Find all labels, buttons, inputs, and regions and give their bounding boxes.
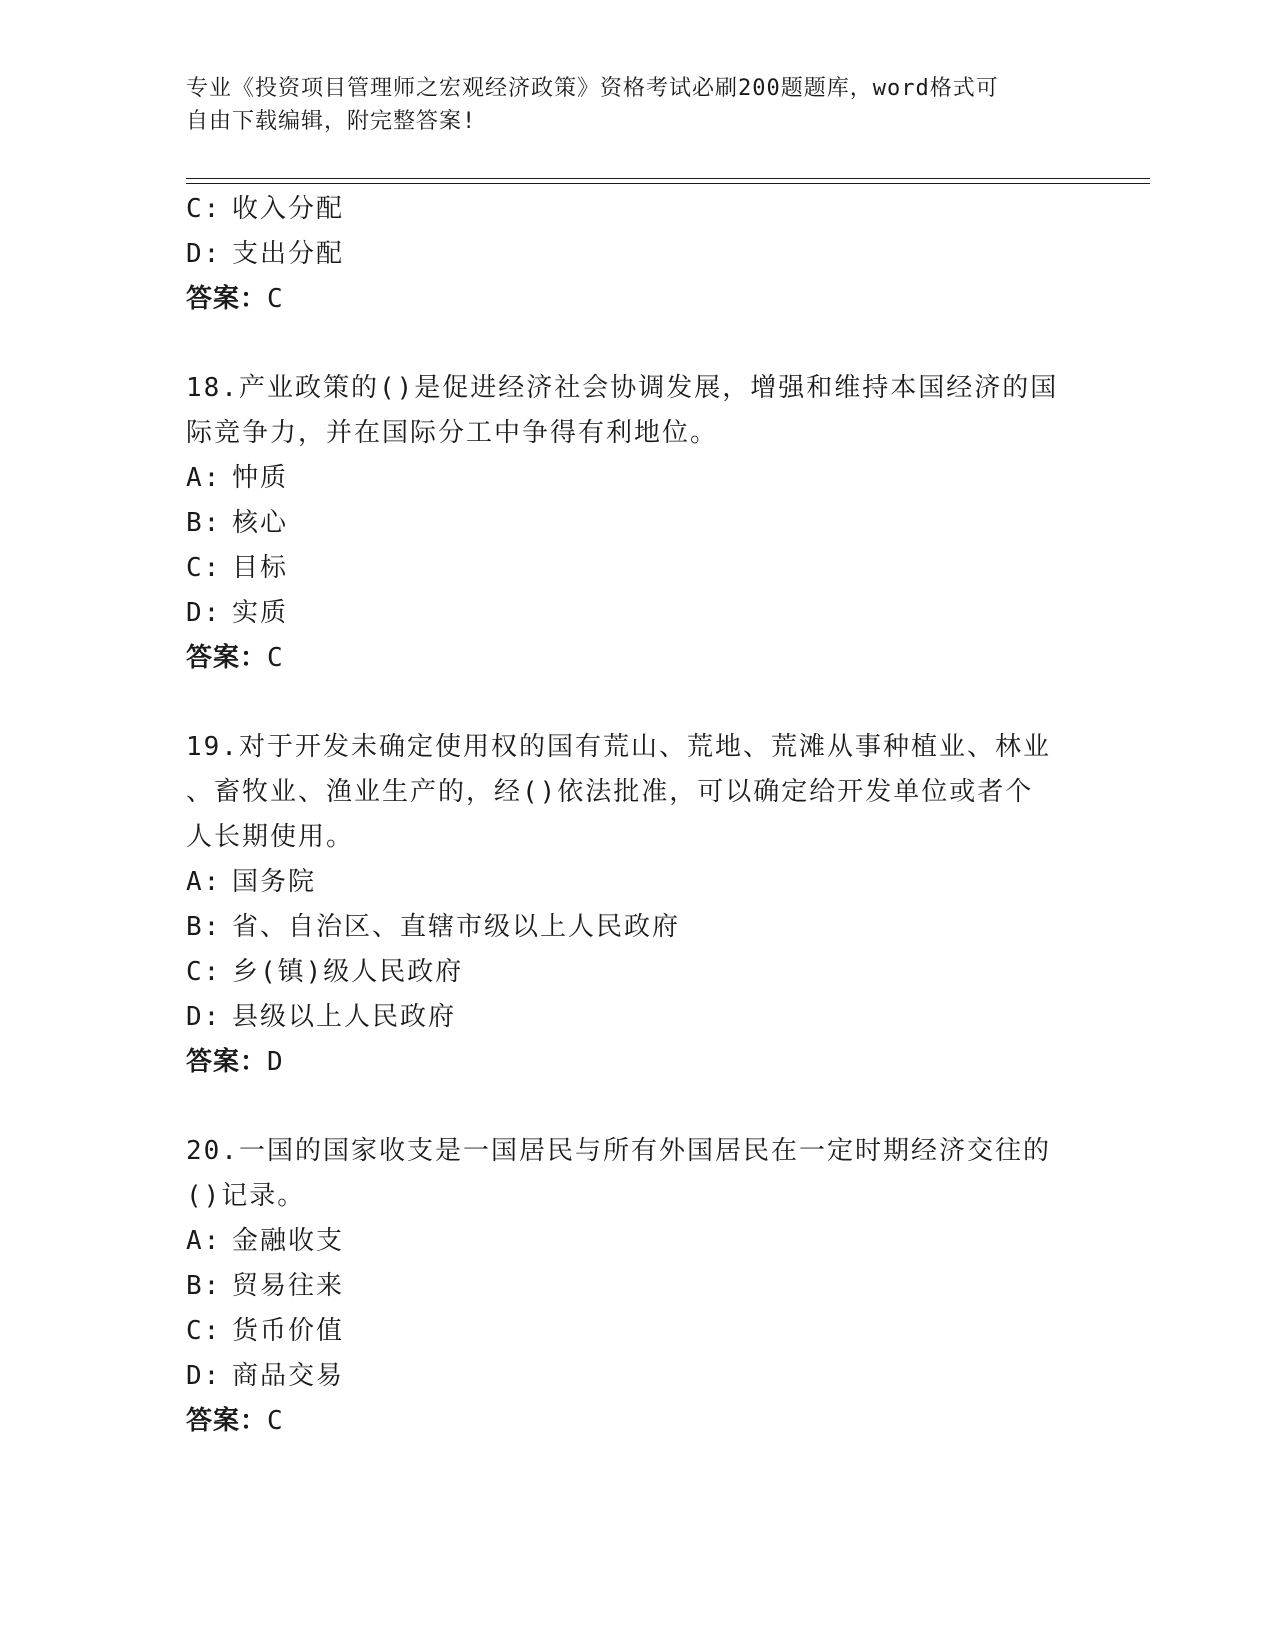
option-label: A: (186, 867, 222, 897)
question-20-option-d (186, 1353, 344, 1399)
prev-option-d (186, 231, 344, 277)
option-text: 省、自治区、直辖市级以上人民政府 (232, 912, 681, 942)
option-text: 货币价值 (232, 1316, 345, 1346)
option-text: 目标 (232, 553, 289, 583)
question-18-stem-line-2: 际竞争力，并在国际分工中争得有利地位。 (186, 418, 719, 448)
question-19-option-a (186, 859, 316, 905)
option-label: A: (186, 1226, 222, 1256)
option-label: D: (186, 1361, 222, 1391)
option-label: C: (186, 1316, 222, 1346)
question-18-option-c (186, 545, 288, 591)
question-20-answer (186, 1398, 284, 1444)
answer-label: 答案： (186, 643, 268, 673)
answer-label: 答案： (186, 1047, 268, 1077)
option-text: 国务院 (232, 867, 317, 897)
option-label: A: (186, 463, 222, 493)
question-19-option-c (186, 949, 463, 995)
question-18-option-d (186, 590, 288, 636)
option-label: D: (186, 239, 222, 269)
question-19-stem-line-1: 19.对于开发未确定使用权的国有荒山、荒地、荒滩从事种植业、林业 (186, 732, 1051, 762)
option-label: D: (186, 1002, 222, 1032)
question-20-option-c (186, 1308, 344, 1354)
question-19-answer (186, 1039, 284, 1085)
question-20-stem-line-1: 20.一国的国家收支是一国居民与所有外国居民在一定时期经济交往的 (186, 1136, 1051, 1166)
answer-value: D (267, 1047, 284, 1077)
question-20-stem-line-2: ()记录。 (186, 1181, 306, 1211)
option-text: 核心 (232, 508, 289, 538)
answer-value: C (267, 643, 284, 673)
option-label: D: (186, 598, 222, 628)
question-18-stem-line-1: 18.产业政策的()是促进经济社会协调发展，增强和维持本国经济的国 (186, 373, 1059, 403)
question-18-option-a (186, 455, 288, 501)
question-18-answer (186, 635, 284, 681)
header-line-1: 专业《投资项目管理师之宏观经济政策》资格考试必刷200题题库，word格式可 (186, 76, 999, 101)
option-label: C: (186, 194, 222, 224)
option-label: B: (186, 508, 222, 538)
option-text: 金融收支 (232, 1226, 345, 1256)
option-label: B: (186, 1271, 222, 1301)
option-text: 支出分配 (232, 239, 345, 269)
question-19-option-d (186, 994, 456, 1040)
option-label: B: (186, 912, 222, 942)
answer-value: C (267, 1406, 284, 1436)
option-text: 收入分配 (232, 194, 345, 224)
option-text: 乡(镇)级人民政府 (232, 957, 464, 987)
answer-label: 答案： (186, 284, 268, 314)
document-header (186, 72, 1066, 138)
option-text: 商品交易 (232, 1361, 345, 1391)
question-20-option-b (186, 1263, 344, 1309)
prev-answer (186, 276, 284, 322)
prev-option-c (186, 186, 344, 232)
answer-value: C (267, 284, 284, 314)
header-divider-top (186, 178, 1150, 179)
question-19-stem-line-2: 、畜牧业、渔业生产的，经()依法批准，可以确定给开发单位或者个 (186, 777, 1034, 807)
option-label: C: (186, 553, 222, 583)
option-text: 县级以上人民政府 (232, 1002, 457, 1032)
header-divider-bottom (186, 183, 1150, 184)
option-label: C: (186, 957, 222, 987)
question-19-option-b (186, 904, 680, 950)
header-line-2: 自由下载编辑，附完整答案! (186, 109, 477, 134)
option-text: 忡质 (232, 463, 289, 493)
option-text: 实质 (232, 598, 289, 628)
answer-label: 答案： (186, 1406, 268, 1436)
question-18-option-b (186, 500, 288, 546)
question-19-stem-line-3: 人长期使用。 (186, 822, 355, 852)
question-20-option-a (186, 1218, 344, 1264)
option-text: 贸易往来 (232, 1271, 345, 1301)
